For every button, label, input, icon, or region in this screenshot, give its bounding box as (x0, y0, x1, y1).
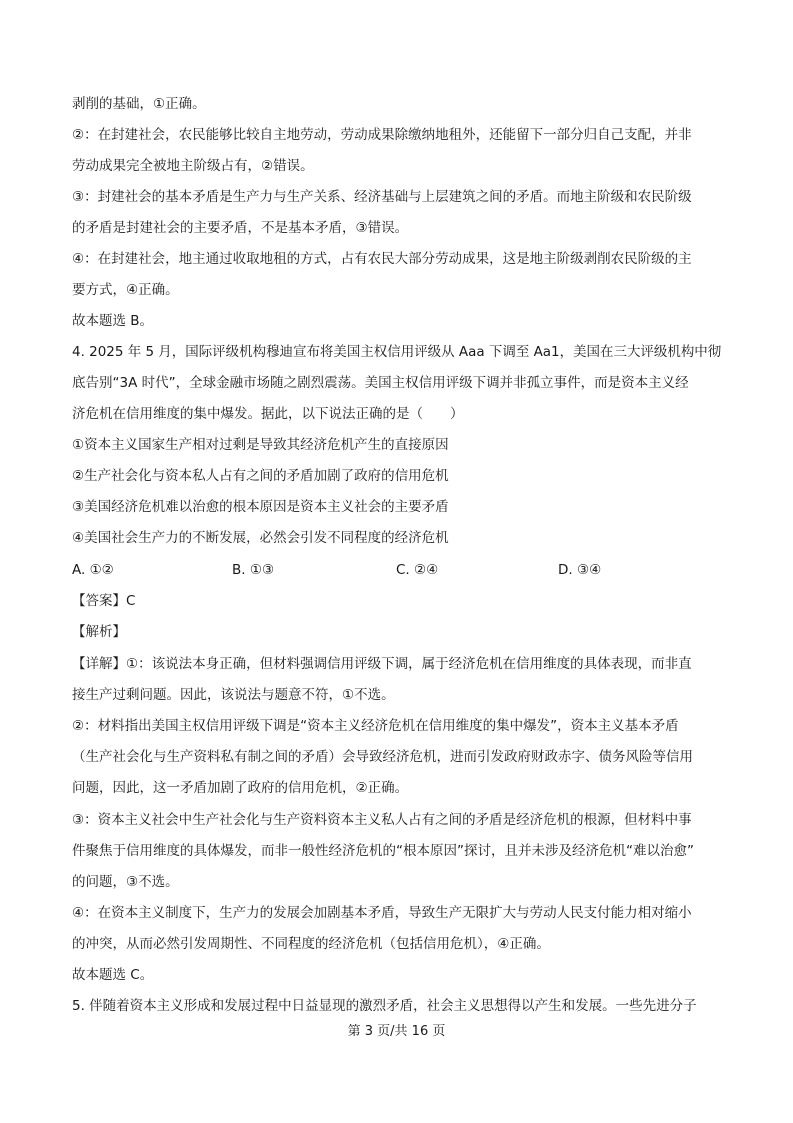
question-4-stem: 济危机在信用维度的集中爆发。据此，以下说法正确的是（ ） (72, 406, 464, 422)
option-a: A. ①② (72, 562, 114, 578)
page-number: 第 3 页/共 16 页 (347, 1024, 446, 1039)
detail-line: 【详解】①：该说法本身正确，但材料强调信用评级下调，属于经济危机在信用维度的具体表现，而非直 (72, 656, 692, 672)
detail-line: 件聚焦于信用维度的具体爆发，而非一般性经济危机的“根本原因”探讨，且并未涉及经济危机“难以治愈” (72, 843, 694, 859)
paragraph-line: 要方式，④正确。 (72, 282, 179, 298)
detail-line: 的冲突，从而必然引发周期性、不同程度的经济危机（包括信用危机），④正确。 (72, 936, 550, 952)
option-b: B. ①③ (232, 562, 275, 578)
detail-line: ④：在资本主义制度下，生产力的发展会加剧基本矛盾，导致生产无限扩大与劳动人民支付能力相对缩小 (72, 905, 692, 921)
paragraph-line: 故本题选 B。 (72, 313, 154, 329)
detail-line: 的问题，③不选。 (72, 874, 179, 890)
detail-line: 问题，因此，这一矛盾加剧了政府的信用危机，②正确。 (72, 780, 409, 796)
paragraph-line: ③：封建社会的基本矛盾是生产力与生产关系、经济基础与上层建筑之间的矛盾。而地主阶级和农民阶级 (72, 189, 692, 205)
answer-label: 【答案】C (72, 593, 136, 609)
paragraph-line: 的矛盾是封建社会的主要矛盾，不是基本矛盾，③错误。 (72, 220, 409, 236)
statement-4: ④美国社会生产力的不断发展，必然会引发不同程度的经济危机 (72, 530, 449, 546)
paragraph-line: ②：在封建社会，农民能够比较自主地劳动，劳动成果除缴纳地租外，还能留下一部分归自己支配，并非 (72, 127, 692, 143)
question-4-stem: 4. 2025 年 5 月，国际评级机构穆迪宣布将美国主权信用评级从 Aaa 下调至 Aa1，美国在三大评级机构中彻 (72, 344, 722, 360)
analysis-label: 【解析】 (72, 624, 126, 640)
question-5-stem: 5. 伴随着资本主义形成和发展过程中日益显现的激烈矛盾，社会主义思想得以产生和发展。一些先进分子 (72, 998, 697, 1014)
statement-1: ①资本主义国家生产相对过剩是导致其经济危机产生的直接原因 (72, 437, 449, 453)
option-c: C. ②④ (396, 562, 439, 578)
detail-line: ②：材料指出美国主权信用评级下调是“资本主义经济危机在信用维度的集中爆发”，资本主义基本矛盾 (72, 718, 679, 734)
question-4-stem: 底告别“3A 时代”，全球金融市场随之剧烈震荡。美国主权信用评级下调并非孤立事件，而是资本主义经 (72, 375, 689, 391)
detail-line: 故本题选 C。 (72, 967, 154, 983)
paragraph-line: ④：在封建社会，地主通过收取地租的方式，占有农民大部分劳动成果，这是地主阶级剥削农民阶级的主 (72, 251, 692, 267)
detail-line: 接生产过剩问题。因此，该说法与题意不符，①不选。 (72, 687, 395, 703)
statement-3: ③美国经济危机难以治愈的根本原因是资本主义社会的主要矛盾 (72, 499, 449, 515)
detail-line: （生产社会化与生产资料私有制之间的矛盾）会导致经济危机，进而引发政府财政赤字、债务风险等信用 (72, 749, 693, 765)
paragraph-line: 剥削的基础，①正确。 (72, 96, 206, 112)
detail-line: ③：资本主义社会中生产社会化与生产资料资本主义私人占有之间的矛盾是经济危机的根源，但材料中事 (72, 812, 692, 828)
statement-2: ②生产社会化与资本私人占有之间的矛盾加剧了政府的信用危机 (72, 468, 449, 484)
paragraph-line: 劳动成果完全被地主阶级占有，②错误。 (72, 158, 314, 174)
option-d: D. ③④ (558, 562, 602, 578)
